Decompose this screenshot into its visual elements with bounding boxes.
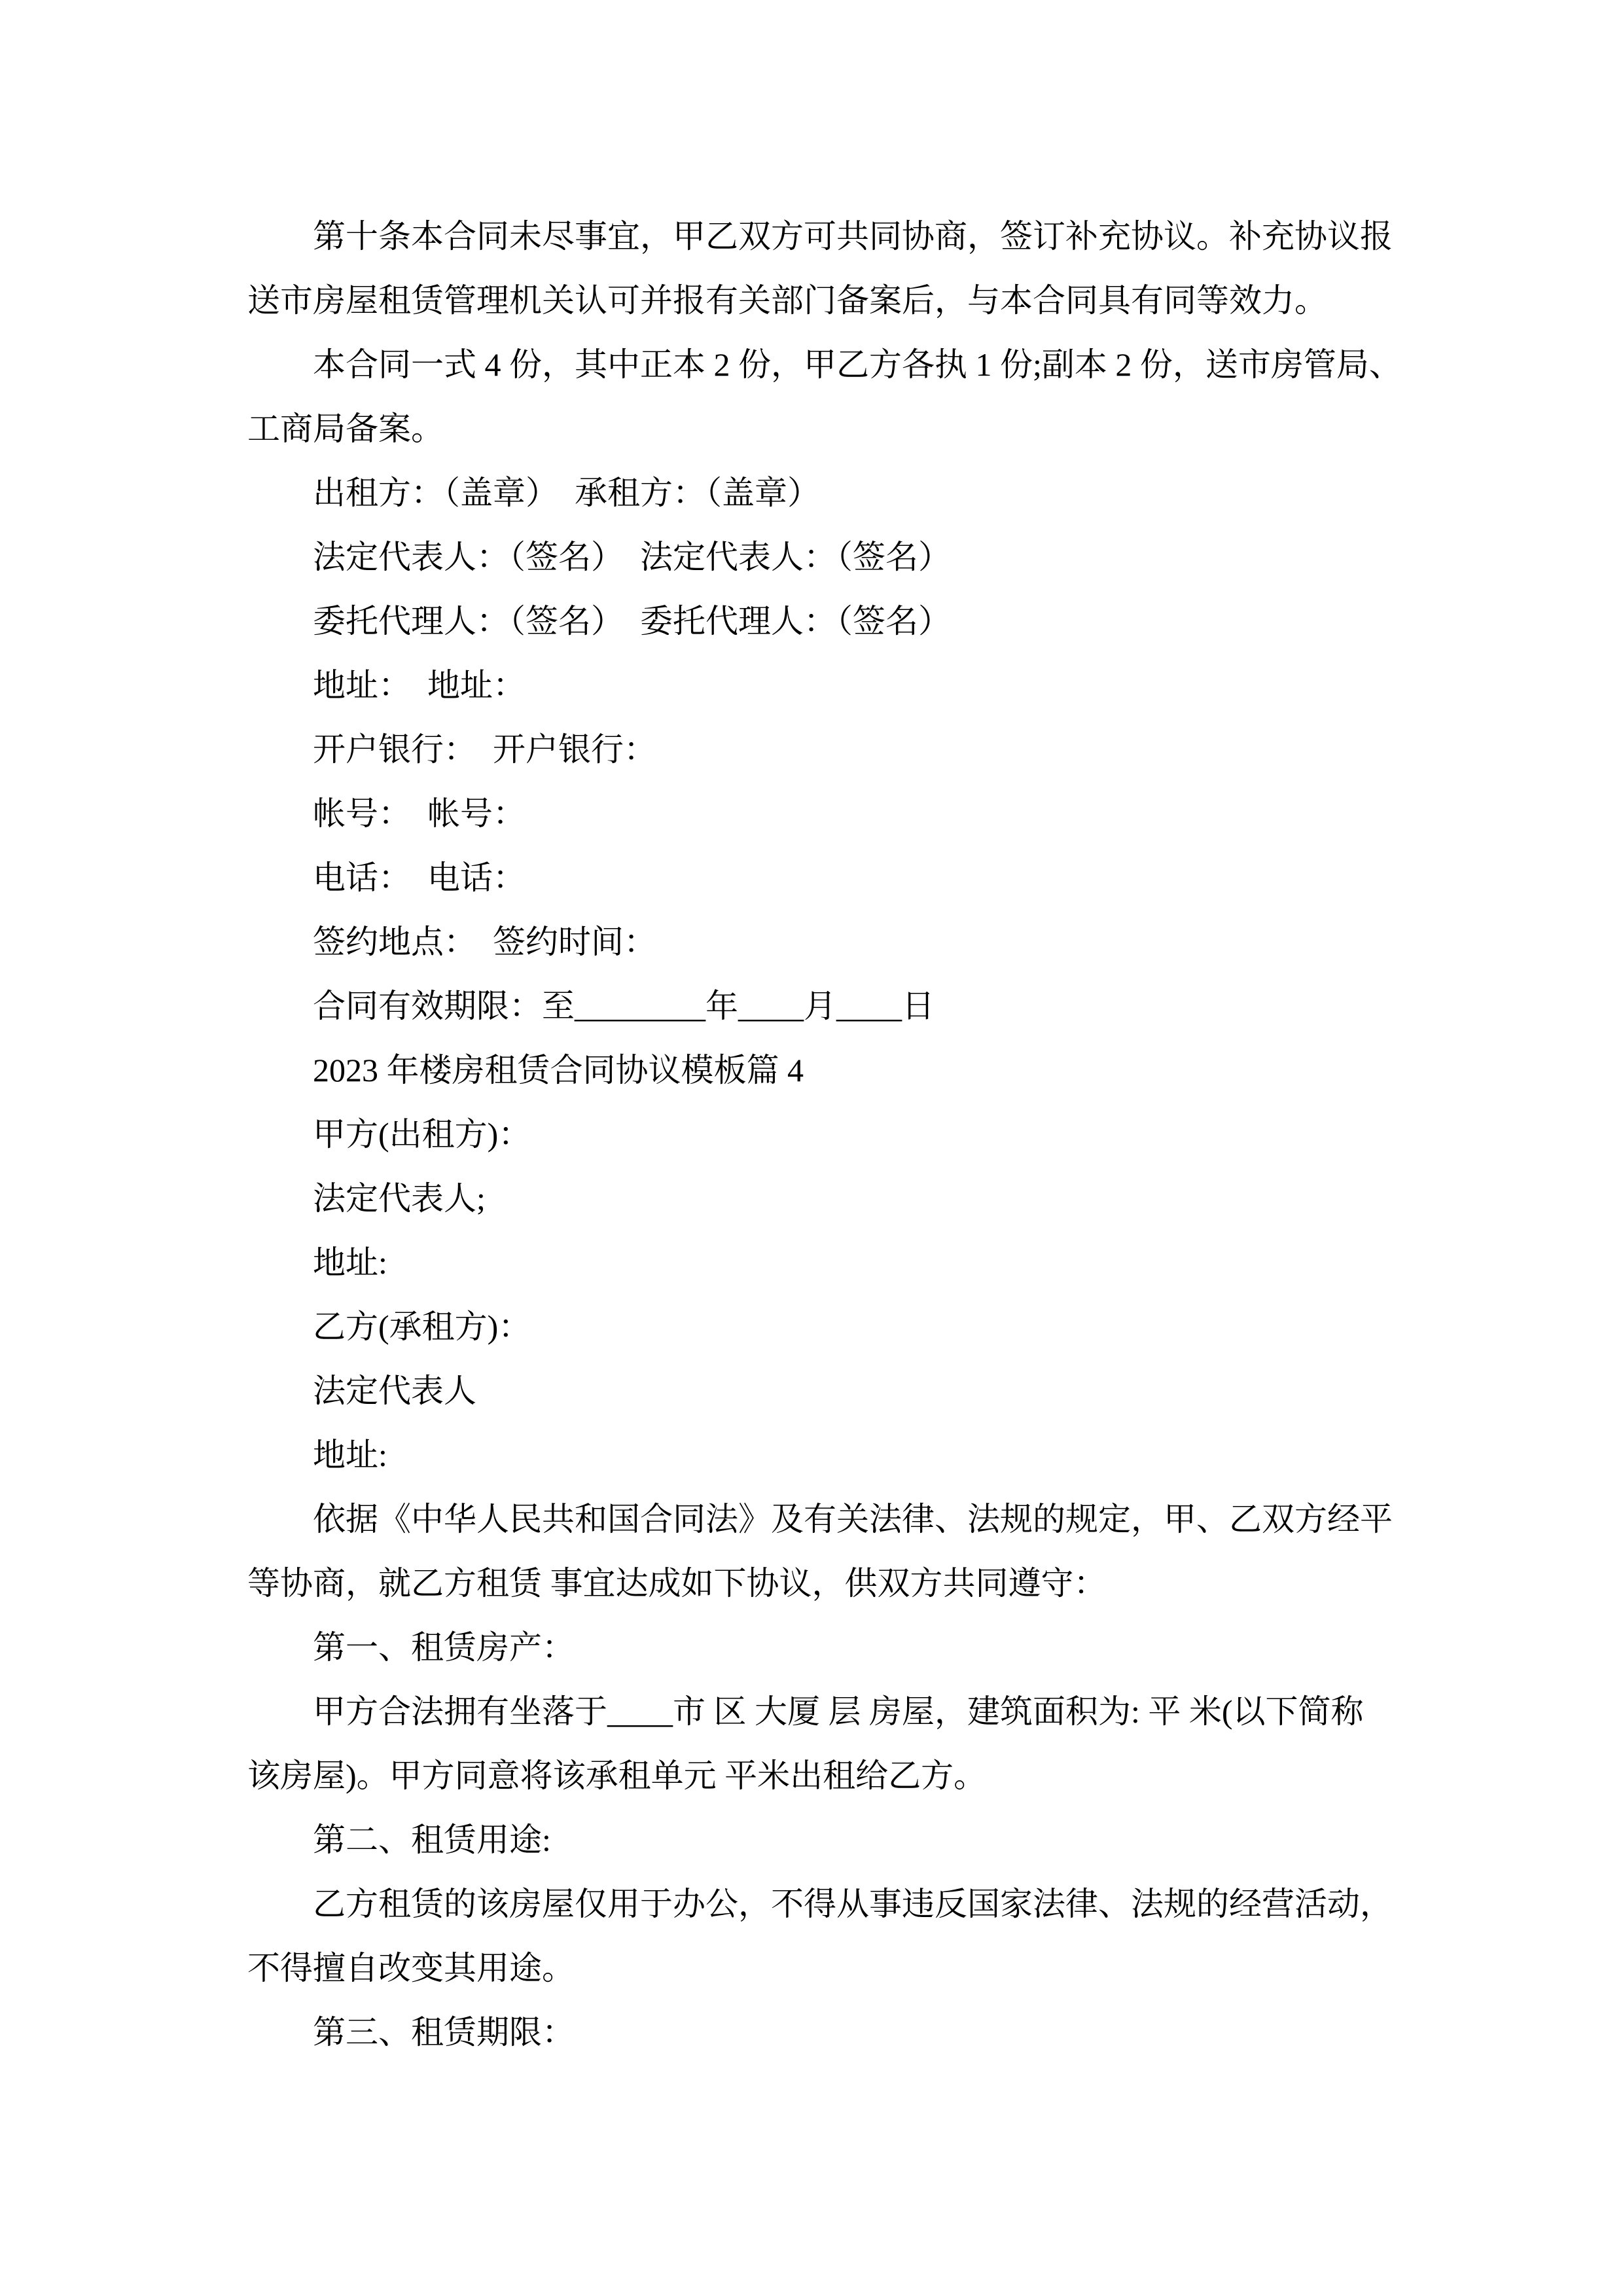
text-line: 乙方(承租方)：	[313, 1308, 531, 1345]
text-line: 甲方(出租方)：	[313, 1116, 531, 1153]
text-line: 甲方合法拥有坐落于____市 区 大厦 层 房屋，建筑面积为: 平 米(以下简称	[313, 1693, 1364, 1730]
text-line: 地址:	[313, 1244, 387, 1281]
text-line: 等协商，就乙方租赁 事宜达成如下协议，供双方共同遵守：	[247, 1565, 1107, 1602]
text-line: 第二、租赁用途:	[313, 1821, 551, 1858]
text-line: 法定代表人：（签名） 法定代表人：（签名）	[313, 539, 951, 575]
text-line: 该房屋)。甲方同意将该承租单元 平米出租给乙方。	[247, 1757, 987, 1794]
text-line: 签约地点： 签约时间：	[313, 924, 656, 960]
text-line: 地址： 地址：	[313, 667, 526, 704]
text-line: 开户银行： 开户银行：	[313, 731, 656, 768]
text-line: 第十条本合同未尽事宜，甲乙双方可共同协商，签订补充协议。补充协议报	[313, 218, 1393, 255]
text-line: 电话： 电话：	[313, 859, 526, 896]
text-line: 本合同一式 4 份，其中正本 2 份，甲乙方各执 1 份;副本 2 份，送市房管局、	[313, 346, 1402, 383]
text-line: 不得擅自改变其用途。	[247, 1950, 575, 1986]
text-line: 送市房屋租赁管理机关认可并报有关部门备案后，与本合同具有同等效力。	[247, 282, 1327, 319]
text-line: 第三、租赁期限：	[313, 2014, 575, 2051]
text-line: 帐号： 帐号：	[313, 795, 526, 832]
text-line: 依据《中华人民共和国合同法》及有关法律、法规的规定，甲、乙双方经平	[313, 1501, 1393, 1537]
text-line: 出租方：（盖章） 承租方：（盖章）	[313, 475, 820, 511]
text-line: 第一、租赁房产：	[313, 1629, 575, 1666]
text-line: 合同有效期限：至________年____月____日	[313, 988, 935, 1024]
text-line: 委托代理人：（签名） 委托代理人：（签名）	[313, 603, 951, 639]
document-body	[247, 204, 1402, 2064]
text-line: 法定代表人;	[313, 1180, 486, 1217]
text-line: 工商局备案。	[247, 410, 444, 447]
text-line: 法定代表人	[313, 1372, 476, 1409]
text-line: 地址:	[313, 1437, 387, 1473]
text-line: 乙方租赁的该房屋仅用于办公，不得从事违反国家法律、法规的经营活动，	[313, 1886, 1393, 1922]
text-line: 2023 年楼房租赁合同协议模板篇 4	[313, 1052, 804, 1088]
